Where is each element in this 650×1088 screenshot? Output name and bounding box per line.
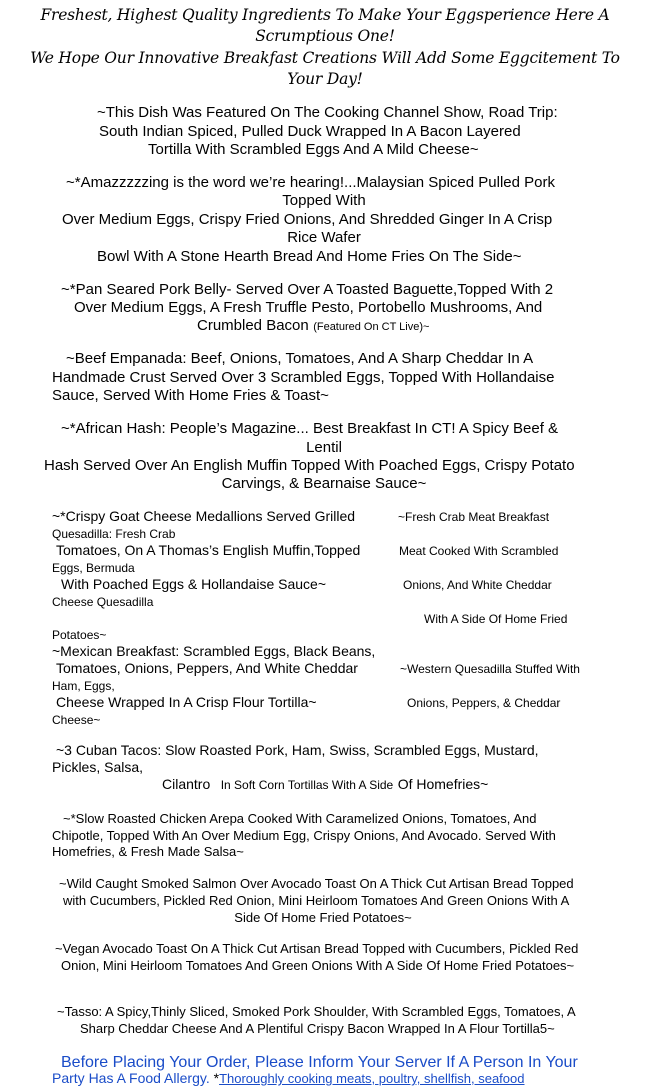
featured-note: (Featured On CT Live)~ [313, 321, 430, 333]
menu-item-line: with Cucumbers, Pickled Red Onion, Mini Heirloom Tomatoes And Green Onions With A [63, 893, 570, 908]
allergy-notice-line: Before Placing Your Order, Please Inform Your Server If A Person In Your [61, 1054, 578, 1071]
menu-item-text: Crumbled Bacon [197, 317, 309, 334]
menu-item-line: ~*African Hash: People’s Magazine... Best Breakfast In CT! A Spicy Beef & [61, 420, 559, 437]
menu-item-line: ~This Dish Was Featured On The Cooking Channel Show, Road Trip: [97, 104, 558, 121]
crab-quesadilla-line: With A Side Of Home Fried [424, 612, 568, 626]
menu-item-text: Of Homefries~ [397, 776, 489, 792]
western-quesadilla-line: ~Western Quesadilla Stuffed With [400, 662, 580, 676]
menu-item-line: Over Medium Eggs, Crispy Fried Onions, And Shredded Ginger In A Crisp [62, 211, 553, 228]
intro-line-2: Scrumptious One! [255, 27, 395, 45]
menu-item-line: Carvings, & Bearnaise Sauce~ [221, 475, 427, 492]
menu-item-line: Lentil [306, 439, 342, 456]
menu-item-line: ~Wild Caught Smoked Salmon Over Avocado Toast On A Thick Cut Artisan Bread Topped [59, 876, 574, 891]
menu-item-line: Handmade Crust Served Over 3 Scrambled Eggs, Topped With Hollandaise [52, 369, 555, 386]
mexican-breakfast-line: Cheese Wrapped In A Crisp Flour Tortilla~ [56, 694, 317, 710]
menu-item-line: Onion, Mini Heirloom Tomatoes And Green Onions With A Side Of Home Fried Potatoes~ [61, 958, 575, 973]
menu-item-line: ~Tasso: A Spicy,Thinly Sliced, Smoked Pork Shoulder, With Scrambled Eggs, Tomatoes, A [57, 1004, 576, 1019]
western-quesadilla-line: Onions, Peppers, & Cheddar [407, 696, 561, 710]
crab-quesadilla-line: ~Fresh Crab Meat Breakfast [398, 510, 550, 524]
allergy-notice-line [52, 1070, 525, 1088]
crab-quesadilla-line: Cheese Quesadilla [52, 595, 154, 609]
menu-item-line: Over Medium Eggs, A Fresh Truffle Pesto, Portobello Mushrooms, And [74, 299, 543, 316]
menu-item-line: Sharp Cheddar Cheese And A Plentiful Crispy Bacon Wrapped In A Flour Tortilla5~ [80, 1021, 555, 1036]
crab-quesadilla-line: Eggs, Bermuda [52, 561, 135, 575]
crab-quesadilla-line: Potatoes~ [52, 628, 107, 642]
menu-item-line: ~*Amazzzzzing is the word we’re hearing!...Malaysian Spiced Pulled Pork [66, 174, 555, 191]
menu-item-line: ~Vegan Avocado Toast On A Thick Cut Artisan Bread Topped with Cucumbers, Pickled Red [55, 941, 579, 956]
menu-item-line: Sauce, Served With Home Fries & Toast~ [52, 387, 329, 404]
goat-cheese-line: With Poached Eggs & Hollandaise Sauce~ [61, 576, 326, 592]
menu-item-line: Hash Served Over An English Muffin Topped With Poached Eggs, Crispy Potato [44, 457, 575, 474]
cooking-warning-link[interactable]: Thoroughly cooking meats, poultry, shellfish, seafood [219, 1071, 525, 1086]
goat-cheese-line: ~*Crispy Goat Cheese Medallions Served Grilled [52, 508, 356, 524]
menu-item-line: ~*Slow Roasted Chicken Arepa Cooked With Caramelized Onions, Tomatoes, And [63, 811, 537, 826]
menu-item-line: Rice Wafer [287, 229, 361, 246]
menu-item-line: South Indian Spiced, Pulled Duck Wrapped In A Bacon Layered [99, 123, 521, 140]
mexican-breakfast-line: Tomatoes, Onions, Peppers, And White Cheddar [56, 660, 358, 676]
menu-item-line: Bowl With A Stone Hearth Bread And Home Fries On The Side~ [97, 248, 522, 265]
menu-item-line: ~*Pan Seared Pork Belly- Served Over A Toasted Baguette,Topped With 2 [61, 281, 554, 298]
intro-line-3: We Hope Our Innovative Breakfast Creations Will Add Some Eggcitement To [30, 49, 620, 67]
menu-item-line [162, 776, 488, 794]
menu-item-line [197, 317, 429, 335]
allergy-notice-text: Party Has A Food Allergy. [52, 1070, 210, 1086]
crab-quesadilla-line: Onions, And White Cheddar [403, 578, 552, 592]
menu-item-line: Homefries, & Fresh Made Salsa~ [52, 844, 244, 859]
mexican-breakfast-line: ~Mexican Breakfast: Scrambled Eggs, Black Beans, [52, 643, 376, 659]
menu-item-line: Tortilla With Scrambled Eggs And A Mild Cheese~ [148, 141, 479, 158]
goat-cheese-line: Tomatoes, On A Thomas’s English Muffin,Topped [56, 542, 361, 558]
menu-item-text: In Soft Corn Tortillas With A Side [220, 778, 394, 792]
menu-item-line: ~3 Cuban Tacos: Slow Roasted Pork, Ham, Swiss, Scrambled Eggs, Mustard, [56, 742, 539, 758]
western-quesadilla-line: Cheese~ [52, 713, 101, 727]
asterisk: * [209, 1070, 220, 1086]
intro-line-4: Your Day! [287, 70, 363, 88]
menu-item-line: ~Beef Empanada: Beef, Onions, Tomatoes, And A Sharp Cheddar In A [66, 350, 534, 367]
menu-item-line: Pickles, Salsa, [52, 759, 144, 775]
intro-line-1: Freshest, Highest Quality Ingredients To Make Your Eggsperience Here A [40, 6, 610, 24]
western-quesadilla-line: Ham, Eggs, [52, 679, 115, 693]
menu-item-text: Cilantro [162, 776, 211, 792]
menu-item-line: Chipotle, Topped With An Over Medium Egg, Crispy Onions, And Avocado. Served With [52, 828, 556, 843]
menu-item-line: Topped With [282, 192, 366, 209]
menu-item-line: Side Of Home Fried Potatoes~ [234, 910, 412, 925]
crab-quesadilla-line: Quesadilla: Fresh Crab [52, 527, 176, 541]
crab-quesadilla-line: Meat Cooked With Scrambled [399, 544, 559, 558]
